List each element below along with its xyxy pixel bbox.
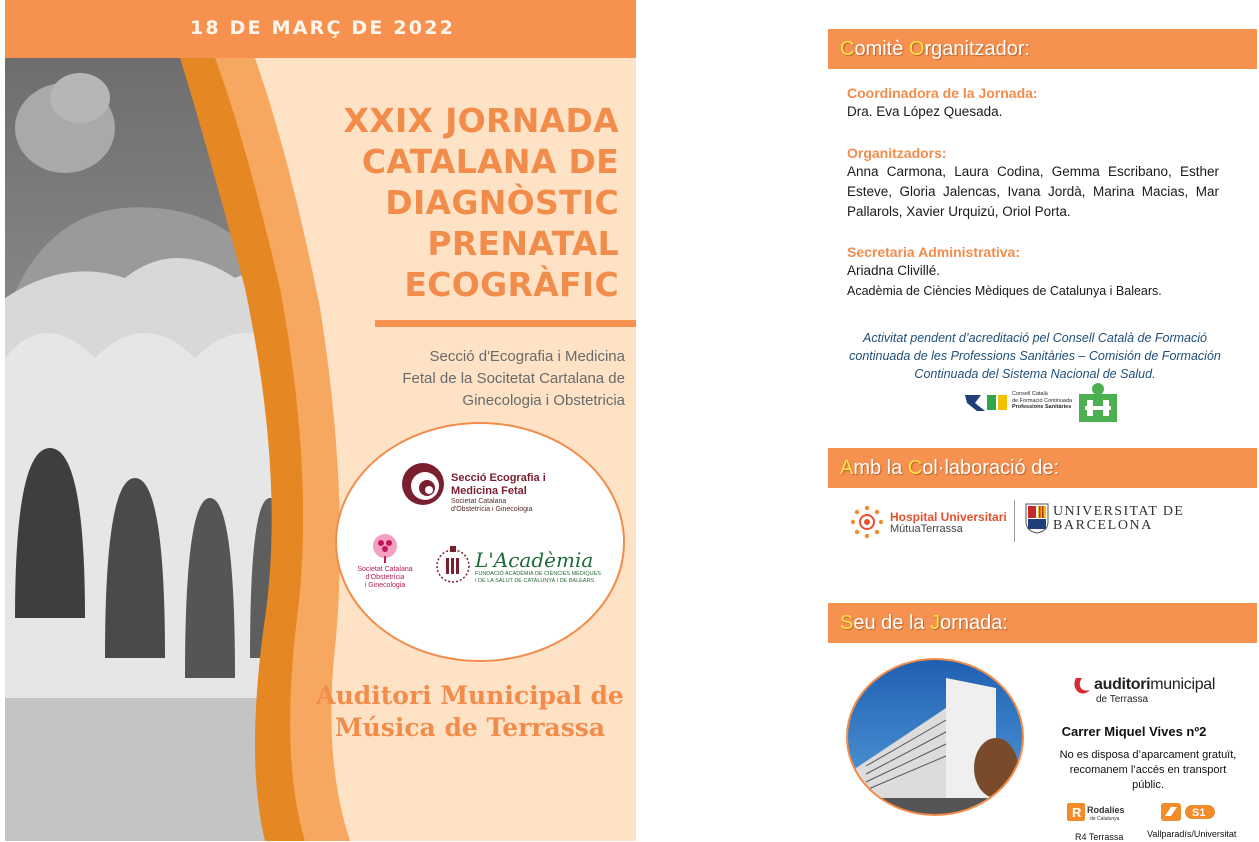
secretaria-organization: Acadèmia de Ciències Mèdiques de Catalunya i Balears. [847, 284, 1162, 298]
ps-logo-line: Consell Català [1012, 391, 1048, 397]
scog-label-line: d'Obstetrícia [365, 574, 405, 581]
ps-logo-icon [963, 389, 1011, 415]
venue-line: Auditori Municipal de [316, 681, 624, 710]
collaboration-heading [828, 448, 1257, 488]
scog-logo-label [355, 566, 415, 590]
accreditation-note: Activitat pendent d’acreditació pel Consell Català de Formació continuada de les Professions Sanitàries – Comisión de Formación Continuada del Sistema Nacional de Salud. [849, 331, 1221, 381]
rodalies-label: Rodalies [1087, 805, 1125, 815]
title-line: XXIX JORNADA [343, 101, 619, 140]
coordinadora-heading: Coordinadora de la Jornada: [847, 85, 1038, 101]
comite-heading [828, 29, 1257, 69]
hospital-logo-icon [850, 505, 884, 539]
heading-initial: C [840, 38, 855, 60]
heading-initial: S [840, 612, 854, 634]
sef-sub-line: d'Obstetrícia i Ginecologia [451, 506, 533, 513]
ps-logo-line: Professions Sanitàries [1012, 404, 1072, 410]
title-line: ECOGRÀFIC [404, 265, 619, 304]
organitzadors-list: Anna Carmona, Laura Codina, Gemma Escribano, Esther Esteve, Gloria Jalencas, Ivana Jordà, Marina Macias, Mar Pallarols, Xavier Urquizú, Oriol Porta. [847, 164, 1219, 219]
section-line: Ginecologia i Obstetricia [462, 392, 625, 409]
svg-text:R: R [1072, 805, 1082, 820]
ub-name: UNIVERSITAT DE [1053, 504, 1185, 519]
secretaria-heading: Secretaria Administrativa: [847, 244, 1020, 260]
heading-text: rganitzador: [924, 38, 1031, 60]
rodalies-logo-icon [1067, 803, 1087, 823]
venue-title [305, 680, 635, 744]
venue-address: Carrer Miquel Vives nº2 [1061, 724, 1207, 739]
s1-badge-text: S1 [1192, 807, 1206, 819]
heading-text: ornada: [940, 612, 1008, 634]
scog-label-line: i Ginecologia [364, 582, 406, 589]
r4-station-label: R4 Terrassa [1075, 832, 1124, 842]
fgc-s1-logo-icon [1161, 803, 1217, 823]
parking-note: No es disposa d’aparcament gratuït, recomanem l’accés en transport públic. [1059, 749, 1237, 791]
heading-initial: A [840, 457, 854, 479]
heading-initial: C [907, 457, 923, 479]
cfc-logo-icon [1079, 382, 1117, 422]
heading-initial: O [908, 38, 925, 60]
title-divider [375, 320, 636, 327]
logo-divider [1014, 500, 1015, 542]
sef-logo-icon [400, 460, 446, 508]
hospital-subname: MútuaTerrassa [890, 523, 963, 535]
sef-sub-line: Societat Catalana [451, 498, 507, 505]
heading-initial: J [930, 612, 941, 634]
title-line: DIAGNÒSTIC [385, 183, 619, 222]
academia-logo-title: L'Acadèmia [475, 548, 594, 572]
heading-text: mb la [853, 457, 908, 479]
scog-logo-icon [367, 532, 403, 564]
sef-title-line: Secció Ecografia i [451, 472, 546, 484]
academia-logo-subtitle [475, 571, 625, 585]
auditori-logo-subtitle: de Terrassa [1096, 694, 1149, 705]
rodalies-sublabel: de Catalunya [1090, 816, 1120, 822]
title-line: CATALANA DE [361, 142, 619, 181]
ps-logo-line: de Formació Continuada [1012, 397, 1073, 404]
venue-photo [846, 658, 1026, 818]
section-line: Secció d'Ecografia i Medicina [429, 348, 625, 365]
organizer-section [335, 346, 625, 412]
secretaria-name: Ariadna Clivillé. [847, 263, 941, 278]
auditori-rest-text: municipal [1150, 676, 1216, 693]
hospital-name: Hospital Universitari [890, 510, 1007, 524]
auditori-logo-title [1094, 676, 1215, 694]
acad-sub-line: FUNDACIÓ ACADÈMIA DE CIÈNCIES MÈDIQUES [475, 571, 601, 577]
heading-text: eu de la [853, 612, 931, 634]
event-date: 18 DE MARÇ DE 2022 [190, 17, 456, 39]
auditori-logo-icon [1072, 676, 1092, 696]
ps-logo-text [1012, 391, 1072, 411]
scog-label-line: Societat Catalana [357, 566, 413, 573]
event-title [325, 100, 619, 305]
venue-heading [828, 603, 1257, 643]
ub-subname: BARCELONA [1053, 518, 1153, 533]
auditori-bold-text: auditori [1094, 676, 1151, 693]
heading-text: omitè [854, 38, 909, 60]
sef-logo-subtitle [451, 498, 533, 514]
venue-line: Música de Terrassa [334, 713, 606, 742]
event-poster [5, 0, 636, 841]
coordinadora-name: Dra. Eva López Quesada. [847, 104, 1003, 119]
sef-logo-title [451, 472, 546, 498]
ub-shield-icon [1025, 502, 1049, 534]
acad-sub-line: I DE LA SALUT DE CATALUNYA I DE BALEARS [475, 578, 595, 584]
s1-station-label: Vallparadís/Universitat [1147, 829, 1237, 839]
heading-text: ol·laboració de: [922, 457, 1060, 479]
sef-title-line: Medicina Fetal [451, 485, 527, 497]
section-line: Fetal de la Socitetat Cartalana de [402, 370, 625, 387]
organitzadors-heading: Organitzadors: [847, 145, 947, 161]
title-line: PRENATAL [427, 224, 619, 263]
academia-logo-icon [435, 544, 471, 584]
